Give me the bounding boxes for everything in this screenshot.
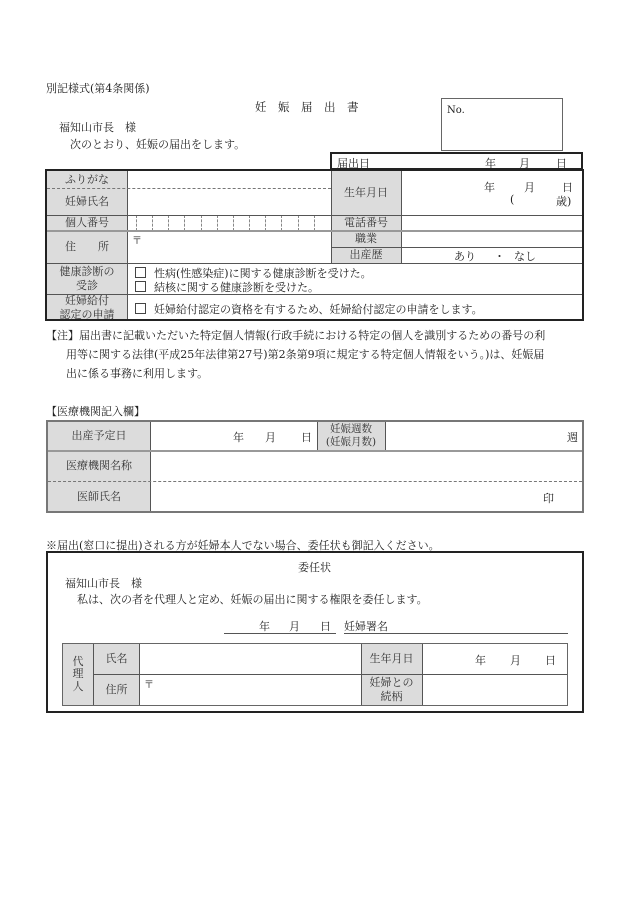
weeks-input[interactable] — [386, 422, 582, 450]
weeks-unit: 週 — [567, 431, 578, 444]
relation-label-line2: 続柄 — [380, 690, 403, 703]
birthdate-year: 年 — [484, 181, 495, 194]
divider — [127, 171, 128, 319]
doctor-label: 医師氏名 — [77, 489, 121, 503]
filing-date-day: 日 — [556, 157, 567, 170]
tb-option-text: 結核に関する健康診断を受けた。 — [154, 281, 319, 294]
health-check-label-line1: 健康診断の — [59, 264, 115, 278]
due-year: 年 — [233, 431, 244, 444]
weeks-label-line1: 妊娠週数 — [330, 422, 372, 435]
number-box[interactable] — [441, 98, 563, 151]
medical-section-title: 【医療機関記入欄】 — [46, 405, 145, 418]
agent-birthdate-input[interactable] — [423, 644, 567, 674]
phone-input[interactable] — [402, 215, 582, 231]
divider — [47, 188, 331, 189]
birth-history-no[interactable]: なし — [514, 250, 536, 263]
divider — [385, 422, 386, 450]
divider — [331, 171, 332, 263]
sign-date-input[interactable] — [224, 617, 336, 634]
birth-history-yes[interactable]: あり — [454, 250, 476, 263]
filing-date-label: 届出日 — [337, 157, 370, 170]
age-unit: 歳) — [556, 195, 572, 208]
age-open: ( — [510, 193, 515, 206]
seal-mark: 印 — [543, 492, 554, 505]
benefit-option-text: 妊婦給付認定の資格を有するため、妊婦給付認定の申請をします。 — [154, 303, 483, 316]
intro-text: 次のとおり、妊娠の届出をします。 — [70, 138, 246, 151]
due-month: 月 — [265, 431, 276, 444]
notice-line-1: 【注】届出書に記載いただいた特定個人情報(行政手続における特定の個人を識別するための番号の利 — [46, 329, 546, 342]
benefit-option[interactable] — [135, 301, 483, 317]
weeks-label — [317, 422, 385, 450]
medical-table — [46, 420, 584, 513]
signature-input[interactable] — [344, 617, 568, 634]
divider — [47, 215, 331, 216]
due-date-input[interactable] — [151, 422, 317, 450]
due-date-label: 出産予定日 — [71, 429, 127, 443]
proxy-statement: 私は、次の者を代理人と定め、妊娠の届出に関する権限を委任します。 — [77, 593, 428, 606]
furigana-label: ふりがな — [65, 172, 109, 186]
my-number-digit-cell[interactable] — [184, 215, 201, 231]
phone-label: 電話番号 — [344, 216, 388, 230]
my-number-digit-cell[interactable] — [265, 215, 282, 231]
divider — [401, 171, 402, 263]
birthdate-input[interactable] — [402, 171, 582, 215]
name-label: 妊婦氏名 — [65, 194, 109, 208]
sign-year: 年 — [259, 620, 270, 633]
benefit-label-line2: 認定の申請 — [59, 307, 115, 321]
occupation-input[interactable] — [402, 231, 582, 247]
agent-name-input[interactable] — [140, 644, 361, 674]
weeks-label-line2: (妊娠月数) — [325, 436, 377, 448]
health-check-tb-option[interactable] — [135, 279, 319, 295]
number-label: No. — [447, 105, 465, 116]
divider — [93, 674, 567, 675]
notice-line-2: 用等に関する法律(平成25年法律第27号)第2条第9項に規定する特定個人情報をいう。)は、妊娠届 — [66, 348, 545, 361]
name-input[interactable] — [128, 188, 330, 215]
divider — [47, 230, 582, 232]
my-number-digit-cell[interactable] — [281, 215, 298, 231]
birthdate-label: 生年月日 — [344, 186, 388, 200]
health-check-label-line2: 受診 — [76, 278, 98, 292]
tb-checkbox[interactable] — [135, 281, 146, 292]
birth-history-label: 出産歴 — [349, 248, 383, 262]
address-label: 住 所 — [65, 240, 109, 254]
benefit-label-line1: 妊婦給付 — [65, 293, 109, 307]
my-number-input[interactable] — [128, 215, 330, 231]
my-number-digit-cell[interactable] — [314, 215, 331, 231]
proxy-addressee: 福知山市長 様 — [65, 577, 142, 590]
std-option-text: 性病(性感染症)に関する健康診断を受けた。 — [154, 267, 372, 280]
institution-label: 医療機関名称 — [66, 459, 132, 473]
birthdate-day: 日 — [562, 181, 573, 194]
institution-input[interactable] — [151, 451, 582, 481]
agent-birth-day: 日 — [545, 654, 556, 667]
agent-name-label: 氏名 — [105, 652, 128, 666]
proxy-note: ※届出(窓口に提出)される方が妊婦本人でない場合、委任状も御記入ください。 — [46, 539, 440, 552]
agent-birthdate-label: 生年月日 — [369, 652, 414, 666]
my-number-digit-cell[interactable] — [168, 215, 185, 231]
power-of-attorney-box — [46, 551, 584, 713]
divider — [317, 422, 318, 450]
form-reference: 別記様式(第4条関係) — [46, 82, 150, 95]
birthdate-month: 月 — [524, 181, 535, 194]
birth-history-separator: ・ — [494, 250, 505, 263]
signature-label: 妊婦署名 — [344, 620, 388, 633]
agent-address-input[interactable] — [140, 675, 361, 705]
my-number-digit-cell[interactable] — [201, 215, 218, 231]
furigana-input[interactable] — [128, 171, 330, 188]
my-number-digit-cell[interactable] — [152, 215, 169, 231]
benefit-label — [47, 294, 127, 321]
divider — [47, 263, 582, 264]
my-number-label: 個人番号 — [65, 216, 109, 230]
agent-birth-year: 年 — [475, 654, 486, 667]
agent-postal-mark: 〒 — [144, 680, 154, 691]
agent-label: 代 理 人 — [72, 654, 84, 693]
divider — [331, 247, 582, 248]
sign-day: 日 — [320, 620, 331, 633]
my-number-digit-cell[interactable] — [298, 215, 315, 231]
divider — [331, 215, 582, 216]
doctor-input[interactable] — [151, 482, 582, 511]
my-number-digit-cell[interactable] — [217, 215, 234, 231]
due-day: 日 — [301, 431, 312, 444]
divider — [150, 422, 151, 511]
agent-address-label: 住所 — [105, 683, 128, 697]
form-title: 妊 娠 届 出 書 — [255, 100, 359, 114]
filing-date-month: 月 — [519, 157, 530, 170]
sign-month: 月 — [289, 620, 300, 633]
relation-label-line1: 妊婦との — [369, 676, 414, 690]
postal-mark: 〒 — [132, 236, 142, 247]
agent-table — [62, 643, 568, 706]
address-input[interactable] — [128, 231, 330, 263]
relation-input[interactable] — [423, 675, 567, 705]
occupation-label: 職業 — [355, 232, 377, 246]
main-form-table — [45, 169, 584, 321]
benefit-checkbox[interactable] — [135, 303, 146, 314]
std-checkbox[interactable] — [135, 267, 146, 278]
filing-date-year: 年 — [485, 157, 496, 170]
filing-date-row[interactable] — [330, 152, 583, 170]
relation-label — [361, 675, 422, 705]
agent-birth-month: 月 — [510, 654, 521, 667]
divider — [48, 450, 582, 452]
my-number-digit-cell[interactable] — [136, 215, 153, 231]
addressee: 福知山市長 様 — [59, 121, 136, 134]
divider — [47, 294, 582, 295]
health-check-label — [47, 263, 127, 294]
my-number-digit-cell[interactable] — [233, 215, 250, 231]
divider — [48, 481, 582, 482]
birth-history-input[interactable] — [402, 247, 582, 263]
notice-line-3: 出に係る事務に利用します。 — [66, 367, 209, 380]
proxy-title: 委任状 — [298, 561, 331, 574]
my-number-digit-cell[interactable] — [249, 215, 266, 231]
